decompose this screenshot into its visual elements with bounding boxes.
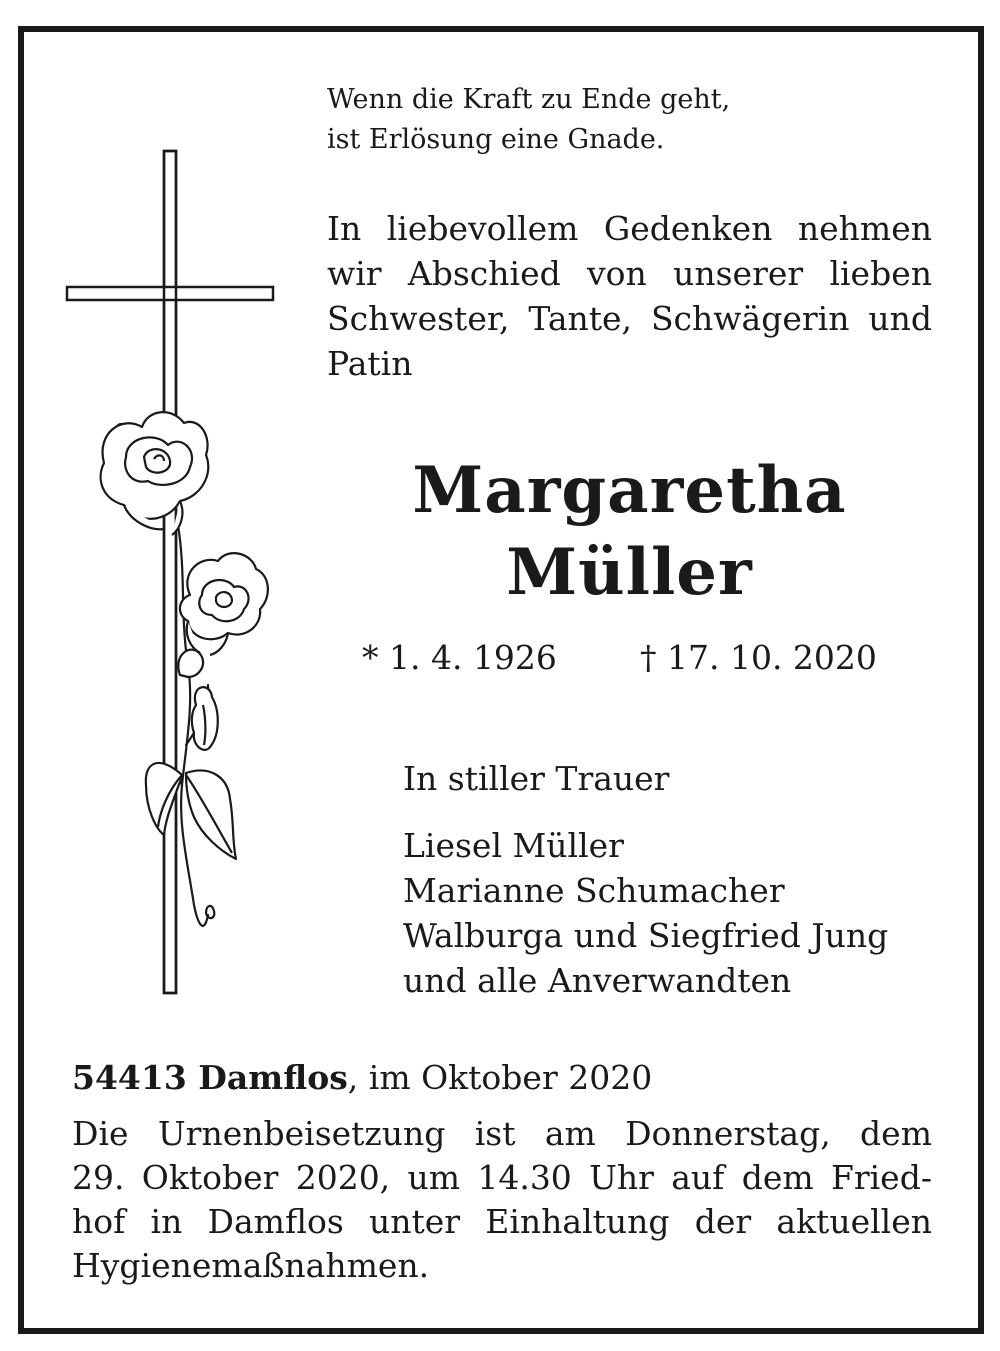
rose-icon — [101, 412, 209, 535]
motto-verse — [327, 80, 927, 160]
burial-line: 29. Oktober 2020, um 14.30 Uhr auf dem Fried- — [72, 1158, 932, 1197]
intro-line: Patin — [327, 344, 413, 383]
rose-icon — [180, 553, 268, 655]
motto-line: Wenn die Kraft zu Ende geht, — [327, 84, 731, 115]
intro-line: In liebevollem Gedenken nehmen — [327, 209, 932, 248]
mourning-heading: In stiller Trauer — [403, 759, 670, 798]
rose-bud-icon — [178, 650, 217, 750]
burial-line: Hygienemaßnahmen. — [72, 1246, 430, 1285]
place-date: , im Oktober 2020 — [347, 1058, 653, 1097]
birth-date: * 1. 4. 1926 — [362, 638, 557, 677]
burial-line: hof in Damflos unter Einhaltung der aktuellen — [72, 1202, 932, 1241]
burial-line: Die Urnenbeisetzung ist am Donnerstag, dem — [72, 1114, 932, 1153]
leaf-icon — [146, 763, 236, 859]
deceased-first-name: Margaretha — [412, 453, 847, 528]
relative-name: Liesel Müller — [403, 826, 624, 865]
deceased-name — [327, 450, 932, 614]
intro-line: wir Abschied von unserer lieben — [327, 254, 932, 293]
intro-line: Schwester, Tante, Schwägerin und — [327, 299, 932, 338]
deceased-last-name: Müller — [506, 535, 753, 610]
intro-text — [327, 206, 932, 386]
relative-name: Marianne Schumacher — [403, 871, 785, 910]
place-and-date — [72, 1056, 652, 1100]
death-date: † 17. 10. 2020 — [640, 638, 877, 677]
relative-name: Walburga und Siegfried Jung — [403, 916, 889, 955]
relative-name: und alle Anverwandten — [403, 961, 792, 1000]
cross-with-roses-icon — [60, 145, 290, 1005]
place-location: 54413 Damflos — [72, 1058, 348, 1097]
relatives-list — [403, 823, 888, 1003]
motto-line: ist Erlösung eine Gnade. — [327, 124, 665, 155]
burial-notice — [72, 1112, 932, 1288]
